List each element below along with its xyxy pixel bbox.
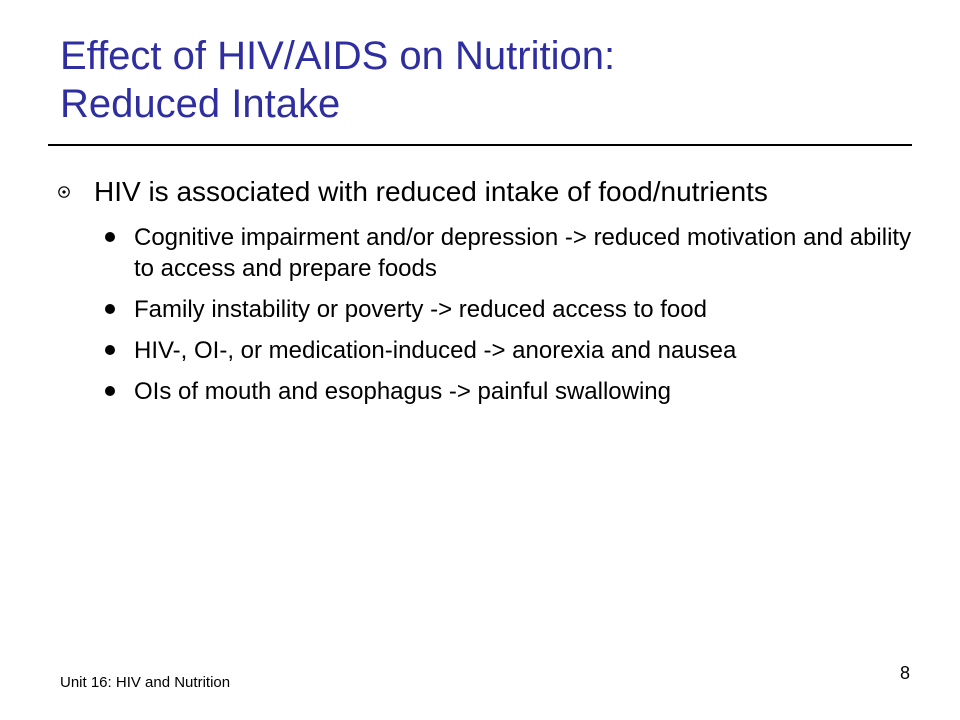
slide-title-line-1: Effect of HIV/AIDS on Nutrition: (60, 34, 616, 78)
sub-bullet-text: Family instability or poverty -> reduced access to food (134, 296, 707, 323)
main-bullet (48, 174, 912, 210)
sub-bullet-item (48, 294, 912, 325)
bullet-dot-icon (105, 386, 115, 396)
slide-body (48, 174, 912, 417)
bullet-dot-icon (105, 232, 115, 242)
bullet-dot-icon (105, 345, 115, 355)
footer-unit-label: Unit 16: HIV and Nutrition (60, 674, 231, 691)
sub-bullet-item (48, 335, 912, 366)
sub-bullet-list (48, 222, 912, 407)
sub-bullet-text: OIs of mouth and esophagus -> painful swallowing (134, 378, 671, 405)
main-bullet-text: HIV is associated with reduced intake of food/nutrients (94, 176, 768, 207)
sub-bullet-text: Cognitive impairment and/or depression -> reduced motivation and ability to access and prepare foods (134, 224, 912, 282)
sub-bullet-text: HIV-, OI-, or medication-induced -> anorexia and nausea (134, 337, 737, 364)
bullet-dot-icon (105, 304, 115, 314)
circled-dot-icon (58, 186, 70, 198)
slide-title (60, 32, 920, 128)
slide-title-line-2: Reduced Intake (60, 82, 341, 126)
page-number: 8 (899, 663, 910, 683)
title-divider (48, 144, 912, 146)
sub-bullet-item (48, 222, 912, 284)
sub-bullet-item (48, 376, 912, 407)
